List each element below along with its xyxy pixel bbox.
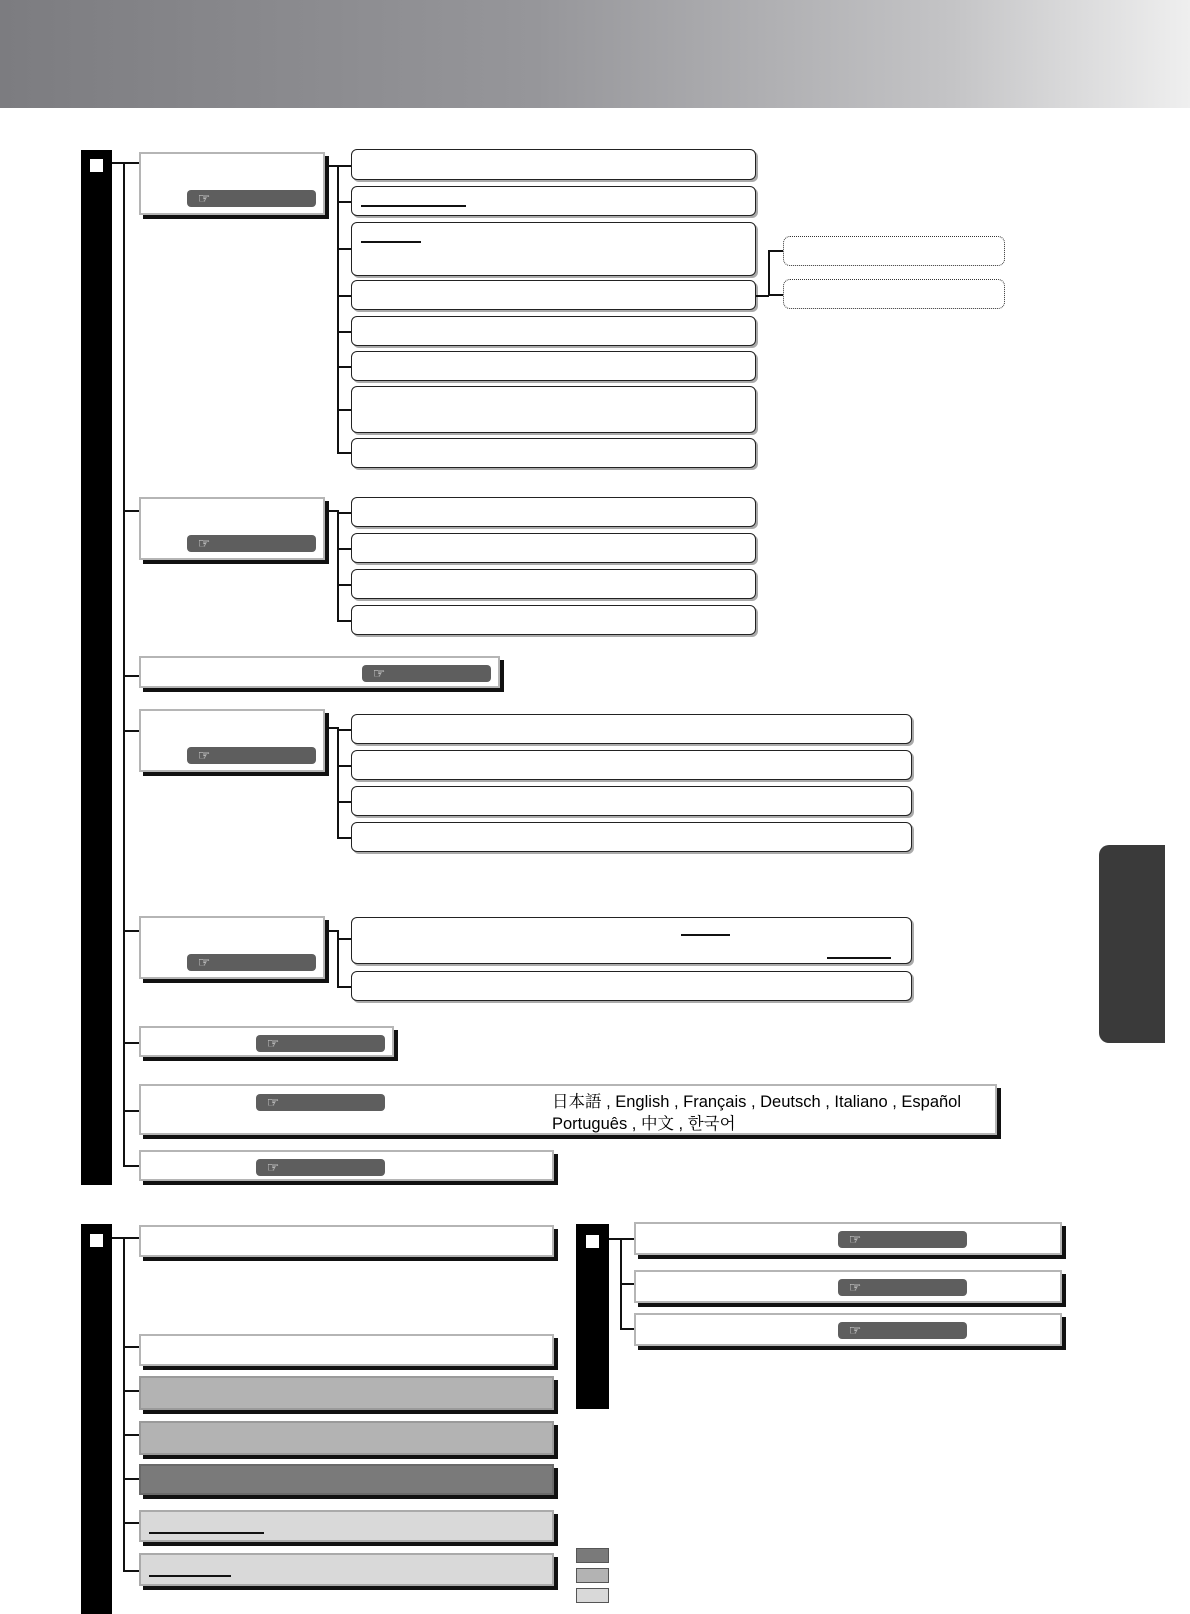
underline-mark: [149, 1575, 231, 1577]
connector: [337, 837, 351, 839]
header-band: [0, 0, 1190, 108]
submenu-item[interactable]: [351, 533, 756, 563]
connector: [337, 295, 351, 297]
option-item[interactable]: [783, 236, 1005, 266]
reference-badge: [187, 747, 316, 764]
menu-node-2[interactable]: [139, 497, 325, 560]
menu-node-5[interactable]: [139, 916, 325, 979]
menu-node-s2-4[interactable]: [139, 1421, 554, 1455]
connector: [123, 1522, 139, 1524]
section-bar-1: [81, 150, 112, 1185]
reference-badge: [256, 1035, 385, 1052]
connector: [123, 510, 139, 512]
menu-node-s2-1[interactable]: [139, 1225, 554, 1257]
connector: [337, 512, 351, 514]
submenu-item[interactable]: [351, 186, 756, 216]
underline-mark: [361, 241, 421, 243]
reference-badge: [187, 190, 316, 207]
submenu-item[interactable]: [351, 149, 756, 180]
connector: [337, 801, 351, 803]
pointing-hand-icon: ☞: [372, 665, 386, 681]
white-square-icon: [89, 1233, 104, 1248]
reference-badge: [362, 665, 491, 682]
connector: [337, 584, 351, 586]
menu-node-s2-3[interactable]: [139, 1376, 554, 1410]
connector: [768, 294, 783, 296]
connector: [123, 930, 139, 932]
underline-mark: [149, 1532, 264, 1534]
connector: [337, 727, 339, 837]
pointing-hand-icon: ☞: [848, 1231, 862, 1247]
menu-node-s3-3[interactable]: [634, 1313, 1062, 1346]
connector: [337, 248, 351, 250]
pointing-hand-icon: ☞: [197, 535, 211, 551]
connector: [123, 675, 139, 677]
underline-mark: [681, 934, 730, 936]
menu-node-s3-1[interactable]: [634, 1222, 1062, 1255]
section-bar-2: [81, 1224, 112, 1614]
connector: [337, 510, 339, 620]
connector: [123, 162, 125, 1165]
connector: [337, 366, 351, 368]
reference-badge: [187, 535, 316, 552]
submenu-item[interactable]: [351, 497, 756, 527]
connector: [768, 250, 770, 296]
menu-node-8[interactable]: [139, 1150, 554, 1181]
submenu-item[interactable]: [351, 569, 756, 599]
connector: [123, 1165, 139, 1167]
reference-badge: [838, 1231, 967, 1248]
connector: [337, 201, 351, 203]
menu-node-3[interactable]: [139, 656, 500, 688]
submenu-item[interactable]: [351, 316, 756, 346]
menu-node-6[interactable]: [139, 1026, 394, 1057]
submenu-item[interactable]: [351, 786, 912, 816]
reference-badge: [838, 1322, 967, 1339]
menu-node-4[interactable]: [139, 709, 325, 772]
connector: [337, 620, 351, 622]
submenu-item[interactable]: [351, 605, 756, 635]
pointing-hand-icon: ☞: [266, 1094, 280, 1110]
connector: [620, 1328, 634, 1330]
pointing-hand-icon: ☞: [266, 1159, 280, 1175]
connector: [620, 1283, 634, 1285]
pointing-hand-icon: ☞: [848, 1279, 862, 1295]
submenu-item[interactable]: [351, 822, 912, 852]
connector: [123, 730, 139, 732]
underline-mark: [361, 205, 466, 207]
connector: [123, 1570, 139, 1572]
connector: [337, 331, 351, 333]
connector: [123, 162, 139, 164]
connector: [337, 938, 351, 940]
reference-badge: [187, 954, 316, 971]
menu-node-s2-6[interactable]: [139, 1510, 554, 1542]
submenu-item[interactable]: [351, 438, 756, 468]
option-item[interactable]: [783, 279, 1005, 309]
connector: [123, 1390, 139, 1392]
connector: [620, 1238, 634, 1240]
menu-node-s2-2[interactable]: [139, 1334, 554, 1366]
submenu-item[interactable]: [351, 750, 912, 780]
submenu-item[interactable]: [351, 971, 912, 1001]
menu-node-s2-5[interactable]: [139, 1464, 554, 1495]
connector: [123, 1042, 139, 1044]
connector: [123, 1237, 139, 1239]
connector: [337, 409, 351, 411]
legend-swatch-light: [576, 1588, 609, 1603]
pointing-hand-icon: ☞: [197, 190, 211, 206]
pointing-hand-icon: ☞: [197, 954, 211, 970]
legend-swatch-dark: [576, 1548, 609, 1563]
legend-swatch-medium: [576, 1568, 609, 1583]
reference-badge: [838, 1279, 967, 1296]
reference-badge: [256, 1094, 385, 1111]
underline-mark: [827, 957, 891, 959]
section-bar-3: [576, 1224, 609, 1409]
connector: [337, 986, 351, 988]
submenu-item[interactable]: [351, 386, 756, 433]
submenu-item[interactable]: [351, 222, 756, 276]
connector: [768, 250, 783, 252]
menu-node-s2-7[interactable]: [139, 1553, 554, 1586]
connector: [337, 548, 351, 550]
connector: [337, 165, 351, 167]
connector: [337, 729, 351, 731]
connector: [123, 1434, 139, 1436]
language-options-line1: 日本語 , English , Français , Deutsch , Italiano , Español: [552, 1093, 962, 1111]
submenu-item[interactable]: [351, 714, 912, 744]
reference-badge: [256, 1159, 385, 1176]
connector: [123, 1346, 139, 1348]
submenu-item[interactable]: [351, 280, 756, 310]
menu-node-s3-2[interactable]: [634, 1270, 1062, 1303]
submenu-item[interactable]: [351, 351, 756, 381]
white-square-icon: [585, 1234, 600, 1249]
pointing-hand-icon: ☞: [848, 1322, 862, 1338]
connector: [337, 765, 351, 767]
white-square-icon: [89, 158, 104, 173]
chapter-tab: [1099, 845, 1165, 1043]
pointing-hand-icon: ☞: [197, 747, 211, 763]
connector: [123, 1478, 139, 1480]
language-options-line2: Português , 中文 , 한국어: [552, 1115, 736, 1133]
pointing-hand-icon: ☞: [266, 1035, 280, 1051]
connector: [337, 452, 351, 454]
menu-node-1[interactable]: [139, 152, 325, 215]
connector: [123, 1110, 139, 1112]
